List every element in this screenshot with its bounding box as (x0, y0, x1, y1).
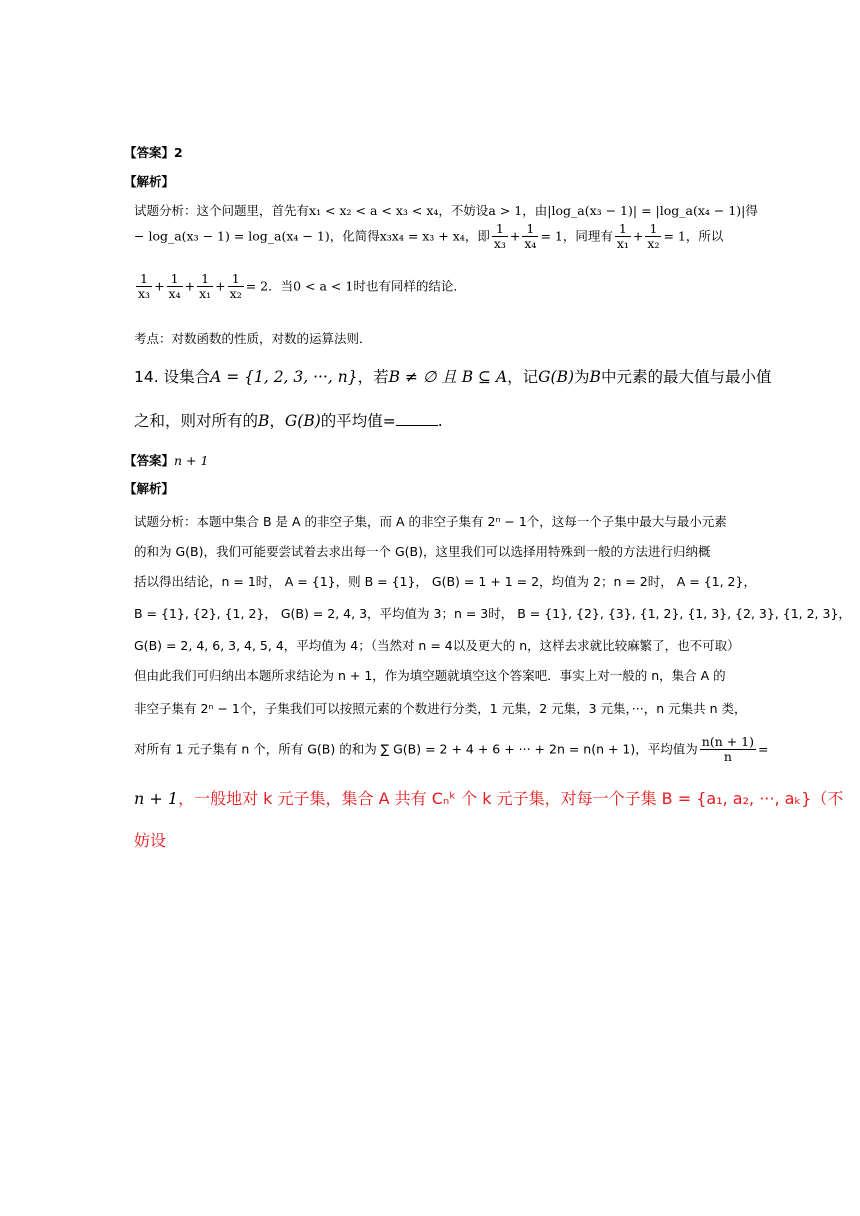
analysis2-line2: 的和为 G(B)，我们可能要尝试着去求出每一个 G(B)，这里我们可以选择用特殊到一般的方法进行归纳概 (134, 544, 711, 559)
text-seg: ，同理有 (562, 228, 613, 244)
answer-label-2 (124, 451, 208, 469)
fraction-average (700, 735, 756, 765)
knowledge-point: 考点：对数函数的性质，对数的运算法则． (134, 331, 372, 346)
math-b: B (589, 368, 601, 386)
fraction: $\frac{1}{\text{x₄}}$ (168, 271, 181, 302)
analysis2-line7: 非空子集有 2ⁿ − 1个，子集我们可以按照元素的个数进行分类，1 元集，2 元集，3 元集，···，n 元集共 n 类， (134, 701, 747, 716)
fraction-numerator: n(n + 1) (701, 734, 754, 749)
fraction: $\frac{1}{\text{x₂}}$ (647, 221, 660, 252)
math-ineq: x₁ < x₂ < a < x₃ < x₄ (309, 203, 439, 218)
text-seg: = (758, 741, 769, 757)
analysis2-line3: 括以得出结论，n = 1时， A = {1}，则 B = {1}， G(B) = 1 + 1 = 2，均值为 2；n = 2时， A = {1, 2}， (134, 574, 756, 589)
math-gb: G(B) (538, 368, 575, 386)
question-number: 14. 设集合 (134, 368, 211, 386)
analysis1-line1 (134, 201, 758, 219)
red-text: ，一般地对 k 元子集，集合 A 共有 Cₙᵏ 个 k 元子集，对每一个子集 B = {a₁, a₂, ···, aₖ}（不 (178, 789, 844, 808)
text-seg: ，化简得 (329, 228, 380, 244)
analysis2-line10: 妨设 (134, 831, 167, 850)
text-seg: 对所有 1 元子集有 n 个，所有 G(B) 的和为 ∑ G(B) = 2 + 4 + 6 + ··· + 2n = n(n + 1)，平均值为 (134, 741, 698, 757)
text-seg: 试题分析：这个问题里，首先有 (134, 203, 310, 218)
math-tail: = 2 (245, 278, 269, 294)
math-gb: G(B) (284, 412, 321, 430)
text-seg: ， (269, 412, 285, 430)
math-abs-eq: |log_a(x₃ − 1)| = |log_a(x₄ − 1)| (547, 203, 746, 218)
fraction: $\frac{1}{\text{x₁}}$ (616, 221, 629, 252)
text-seg: ，所以 (685, 228, 724, 244)
text-seg: ，记 (507, 368, 539, 386)
math-set-a: A = {1, 2, 3, ···, n} (210, 368, 358, 386)
analysis1-line2: − log_a(x₃ − 1) = log_a(x₄ − 1)，化简得x₃x₄ = x₃ + x₄，即 $\frac{1}{\text{x₃}}$ + $\frac{1}{\text{x₄}}$ = 1，同理有 $\frac{1}{\text{x₁}}$ + $\frac{1}{\text{x₂}}$ = 1，所以 (134, 221, 724, 252)
math-a-gt: a > 1 (488, 203, 523, 218)
math-b: B (258, 412, 270, 430)
fraction: $\frac{1}{\text{x₁}}$ (199, 271, 212, 302)
question-14-line2 (134, 409, 443, 431)
math-tail: = 1 (540, 228, 563, 244)
text-seg: ．当 (268, 278, 294, 294)
text-seg: . (437, 412, 443, 430)
analysis-label-1: 【解析】 (124, 174, 175, 189)
fraction: $\frac{1}{\text{x₃}}$ (138, 271, 151, 302)
fraction: $\frac{1}{\text{x₄}}$ (524, 221, 537, 252)
math-eq1: − log_a(x₃ − 1) = log_a(x₄ − 1) (134, 228, 330, 244)
fraction: $\frac{1}{\text{x₃}}$ (493, 221, 506, 252)
analysis2-line9 (134, 786, 843, 809)
text-seg: ，不妨设 (438, 203, 489, 218)
analysis2-line5: G(B) = 2, 4, 6, 3, 4, 5, 4，平均值为 4；（当然对 n = 4以及更大的 n，这样去求就比较麻繁了，也不可取） (134, 638, 740, 653)
analysis2-line1: 试题分析：本题中集合 B 是 A 的非空子集，而 A 的非空子集有 2ⁿ − 1个，这每一个子集中最大与最小元素 (134, 514, 727, 529)
math-cond: B ≠ ∅ 且 B ⊆ A (388, 368, 508, 386)
analysis2-line4: B = {1}, {2}, {1, 2}， G(B) = 2, 4, 3，平均值为 3；n = 3时， B = {1}, {2}, {3}, {1, 2}, {1, 3}, {2, 3}, {1, 2, 3}， (134, 606, 851, 621)
answer-blank (396, 424, 438, 426)
analysis1-line3: $\frac{1}{\text{x₃}}$ + $\frac{1}{\text{x₄}}$ + $\frac{1}{\text{x₁}}$ + $\frac{1}{\text{x₂}}$ = 2．当0 < a < 1时也有同样的结论． (138, 271, 466, 302)
analysis-label-2: 【解析】 (124, 481, 175, 496)
math-tail: = 1 (663, 228, 686, 244)
text-seg: 中元素的最大值与最小值 (600, 368, 772, 386)
text-seg: 之和，则对所有的 (134, 412, 259, 430)
text-seg: ，若 (357, 368, 389, 386)
text-seg: 的平均值= (320, 412, 396, 430)
analysis2-line6: 但由此我们可归纳出本题所求结论为 n + 1，作为填空题就填空这个答案吧．事实上对一般的 n，集合 A 的 (134, 668, 726, 683)
answer-label-text: 【答案】 (124, 453, 175, 468)
text-seg: 时也有同样的结论． (353, 278, 466, 294)
fraction: $\frac{1}{\text{x₂}}$ (229, 271, 242, 302)
math-eq2: x₃x₄ = x₃ + x₄ (379, 228, 465, 244)
analysis2-line8 (134, 735, 768, 765)
math-cond: 0 < a < 1 (293, 278, 354, 294)
text-seg: 得 (745, 203, 758, 218)
text-seg: ，即 (464, 228, 490, 244)
question-14-line1 (134, 365, 771, 387)
answer-label-1: 【答案】2 (124, 145, 183, 160)
math-n-plus-1: n + 1 (134, 789, 179, 808)
text-seg: ，由 (522, 203, 548, 218)
fraction-denominator: n (723, 749, 732, 765)
answer-value: n + 1 (174, 453, 209, 468)
text-seg: 为 (574, 368, 590, 386)
